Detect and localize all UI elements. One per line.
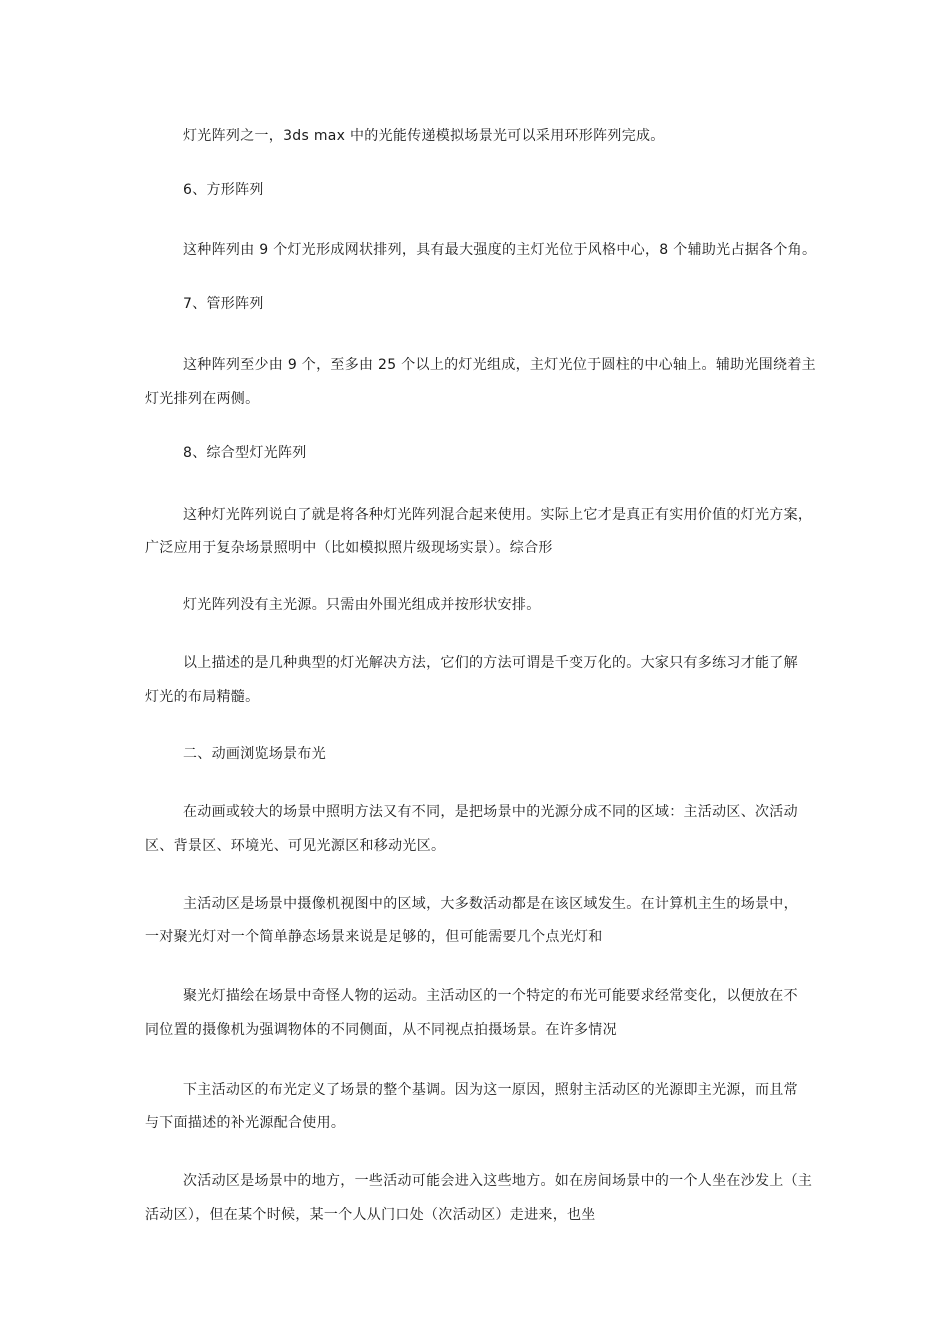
body-text-line: 聚光灯描绘在场景中奇怪人物的运动。主活动区的一个特定的布光可能要求经常变化，以便放在不 <box>183 988 798 1004</box>
body-text-line: 灯光排列在两侧。 <box>145 391 260 407</box>
body-text-line: 在动画或较大的场景中照明方法又有不同，是把场景中的光源分成不同的区域：主活动区、次活动 <box>183 804 798 820</box>
body-text-line: 与下面描述的补光源配合使用。 <box>145 1115 346 1131</box>
body-text-line: 区、背景区、环境光、可见光源区和移动光区。 <box>145 838 446 854</box>
body-text-line: 次活动区是场景中的地方，一些活动可能会进入这些地方。如在房间场景中的一个人坐在沙发上（主 <box>183 1173 813 1189</box>
body-text-line: 一对聚光灯对一个简单静态场景来说是足够的，但可能需要几个点光灯和 <box>145 929 603 945</box>
section-heading: 7、管形阵列 <box>183 296 264 312</box>
body-text-line: 广泛应用于复杂场景照明中（比如模拟照片级现场实景）。综合形 <box>145 540 553 556</box>
section-heading: 8、综合型灯光阵列 <box>183 445 307 461</box>
body-text-line: 灯光的布局精髓。 <box>145 689 260 705</box>
body-text-line: 主活动区是场景中摄像机视图中的区域，大多数活动都是在该区域发生。在计算机主生的场景中， <box>183 896 798 912</box>
chapter-heading: 二、动画浏览场景布光 <box>183 746 326 762</box>
section-heading: 6、方形阵列 <box>183 182 264 198</box>
body-text-line: 以上描述的是几种典型的灯光解决方法，它们的方法可谓是千变万化的。大家只有多练习才能了解 <box>183 655 798 671</box>
body-text-line: 下主活动区的布光定义了场景的整个基调。因为这一原因，照射主活动区的光源即主光源，而且常 <box>183 1082 798 1098</box>
body-text-line: 活动区），但在某个时候，某一个人从门口处（次活动区）走进来，也坐 <box>145 1207 596 1223</box>
body-text-line: 这种阵列至少由 9 个，至多由 25 个以上的灯光组成，主灯光位于圆柱的中心轴上。辅助光围绕着主 <box>183 357 816 373</box>
body-text-line: 同位置的摄像机为强调物体的不同侧面，从不同视点拍摄场景。在许多情况 <box>145 1022 617 1038</box>
body-text-line: 灯光阵列之一，3ds max 中的光能传递模拟场景光可以采用环形阵列完成。 <box>183 128 665 144</box>
body-text-line: 这种阵列由 9 个灯光形成网状排列，具有最大强度的主灯光位于风格中心，8 个辅助光占据各个角。 <box>183 242 817 258</box>
body-text-line: 灯光阵列没有主光源。只需由外围光组成并按形状安排。 <box>183 597 541 613</box>
body-text-line: 这种灯光阵列说白了就是将各种灯光阵列混合起来使用。实际上它才是真正有实用价值的灯光方案， <box>183 507 813 523</box>
